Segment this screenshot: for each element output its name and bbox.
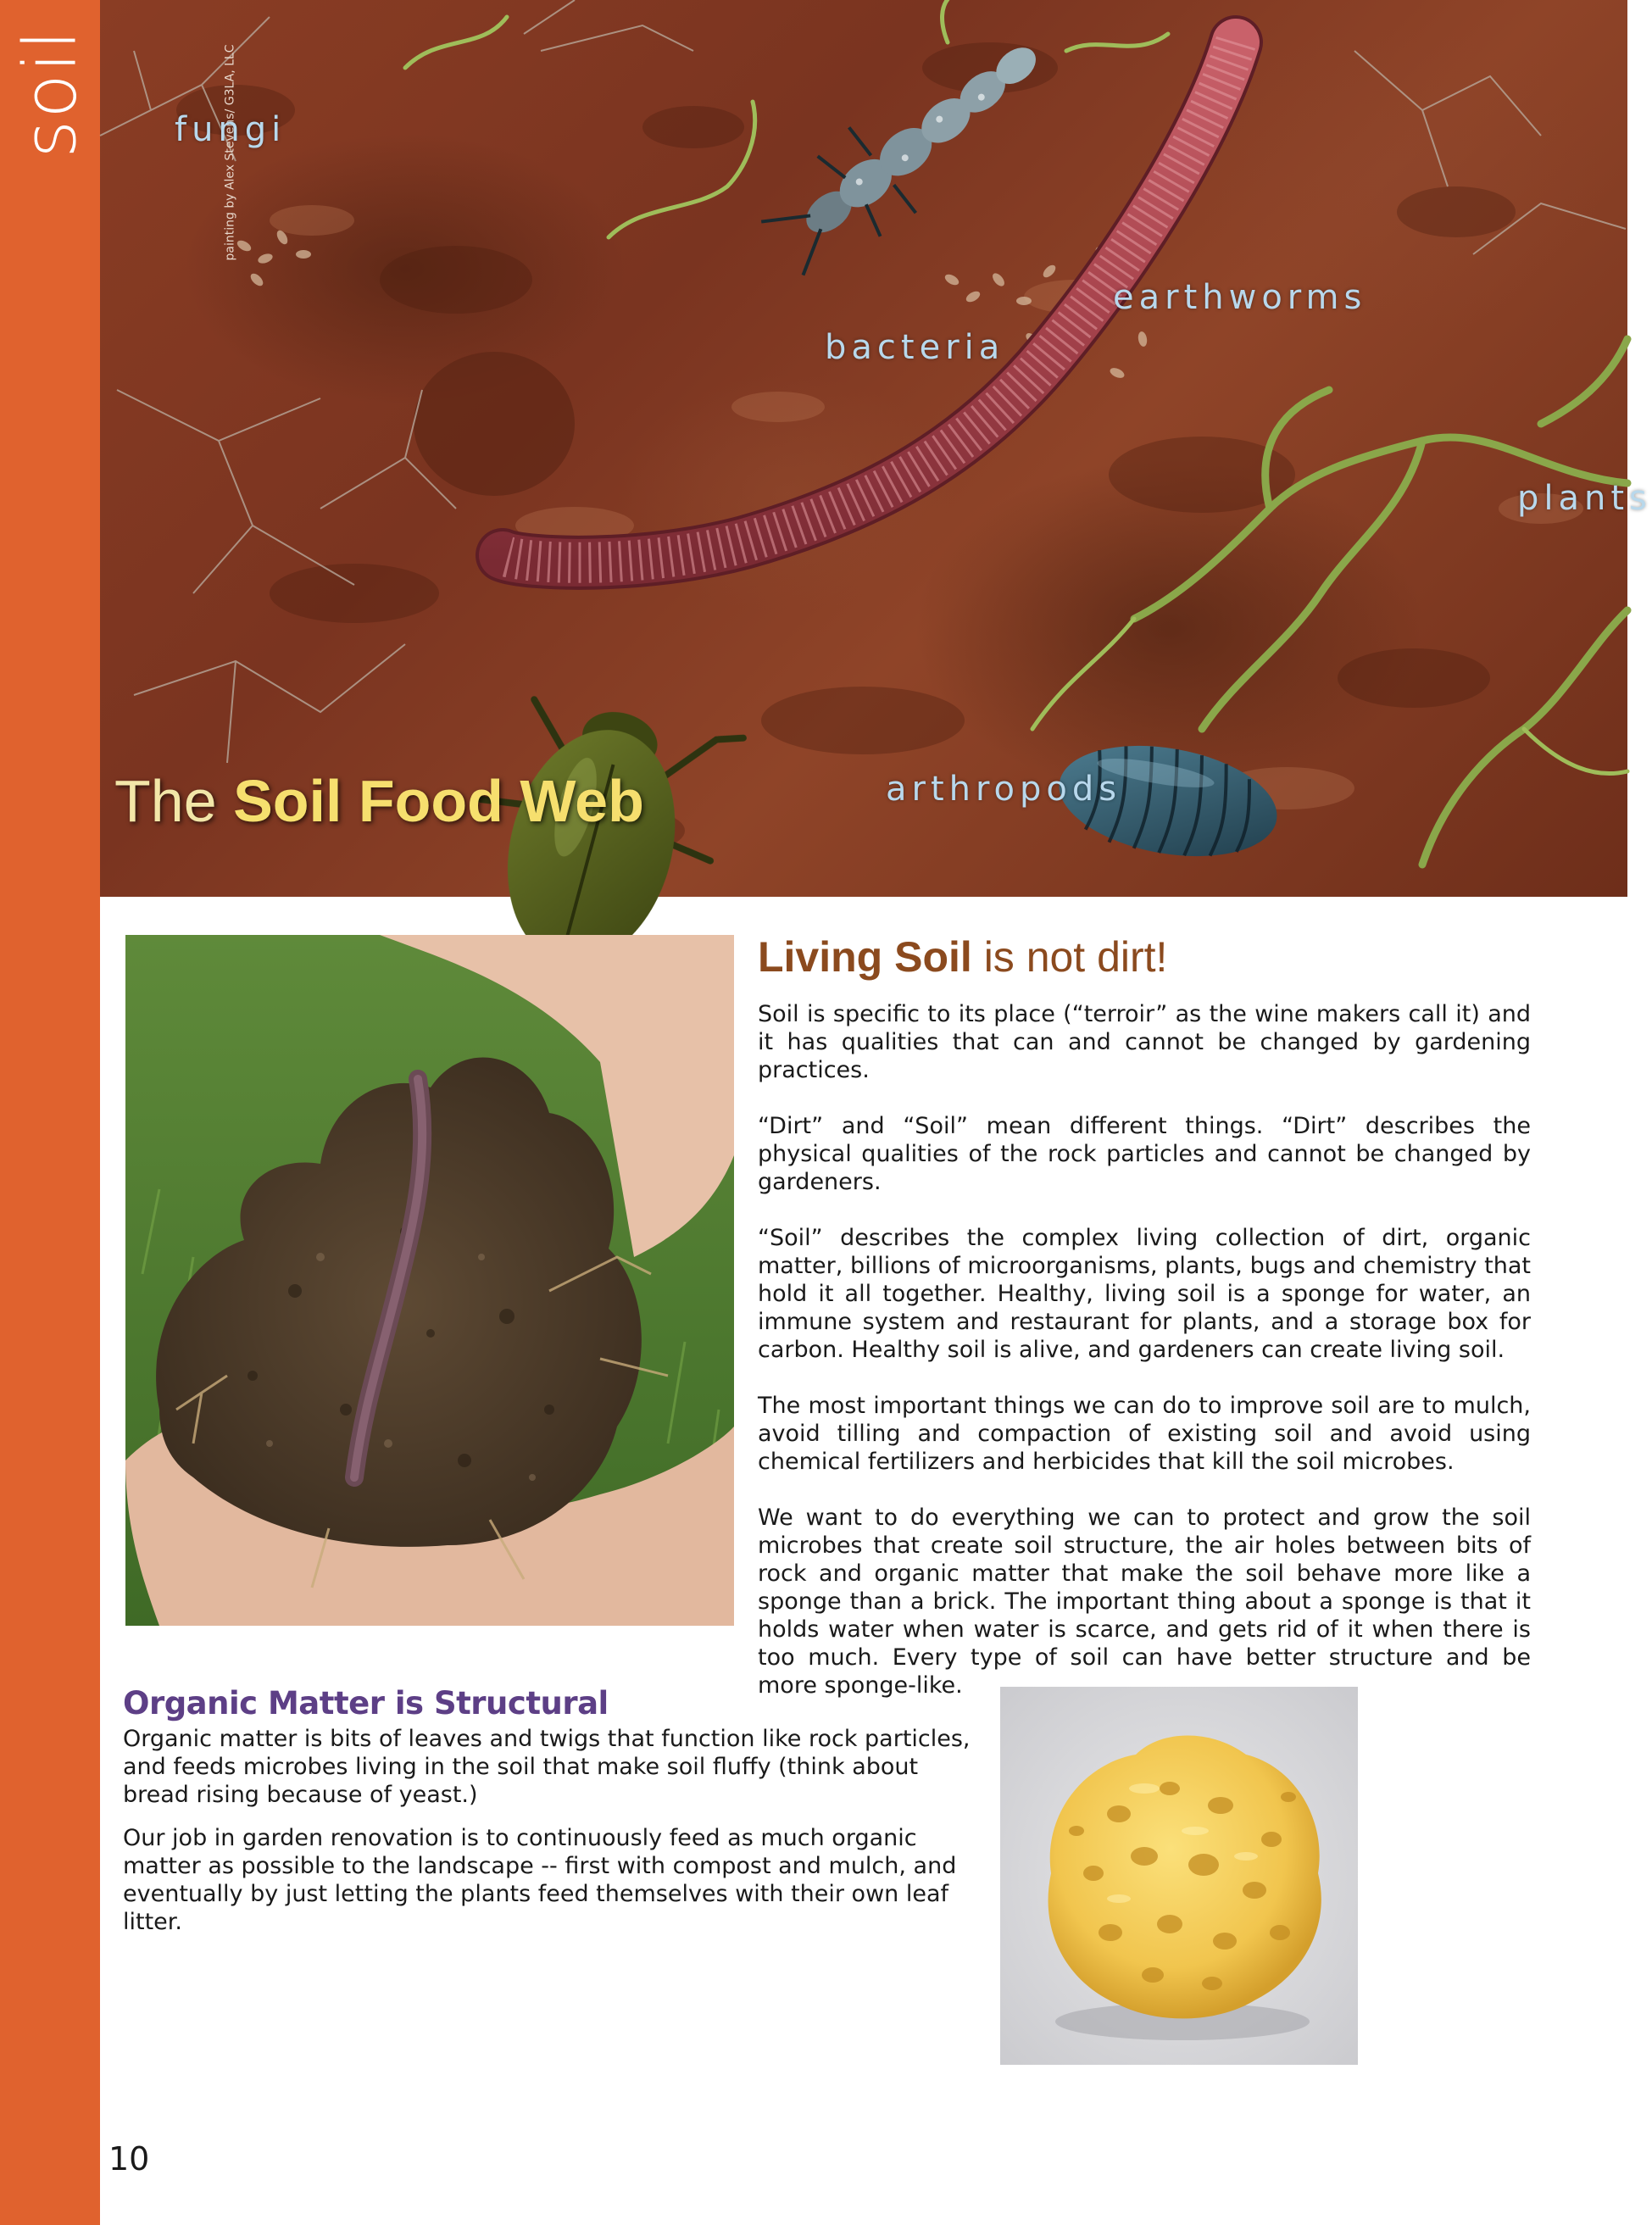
label-plants: plants (1517, 479, 1652, 518)
organic-paragraph: Our job in garden renovation is to continuously feed as much organic matter as possible to the landscape -- first with compost and mulch, and eventually by just letting the plants feed themselves with their own leaf litter. (123, 1825, 957, 1935)
sea-sponge-photo (1000, 1687, 1358, 2065)
living-soil-article (758, 932, 1531, 1727)
hero-title: The Soil Food Web (114, 768, 644, 834)
section-label (8, 25, 93, 161)
article-paragraph: Soil is specific to its place (“terroir” as the wine makers call it) and it has qualities that can and cannot be changed by gardening practices. (758, 1001, 1531, 1083)
organic-heading: Organic Matter is Structural (123, 1685, 609, 1722)
label-earthworms: earthworms (1113, 278, 1367, 317)
label-fungi: fungi (175, 110, 286, 149)
soil-in-hand-photo (125, 935, 734, 1626)
soil-food-web-painting (100, 0, 1627, 897)
article-paragraph: “Dirt” and “Soil” mean different things. “Dirt” describes the physical qualities of the rock particles and cannot be changed by gardeners. (758, 1113, 1531, 1195)
article-paragraph: The most important things we can do to improve soil are to mulch, avoid tilling and compaction of existing soil and avoid using chemical fertilizers and herbicides that kill the soil microbes. (758, 1393, 1531, 1475)
section-label-text: soil (8, 28, 93, 159)
article-paragraph: We want to do everything we can to protect and grow the soil microbes that create soil structure, the air holes between bits of rock and organic matter that make the soil behave more like a sponge than a brick. The important thing about a sponge is that it holds water when water is scarce, and gets rid of it when there is too much. Every type of soil can have better structure and be more sponge-like. (758, 1505, 1531, 1699)
label-arthropods: arthropods (886, 770, 1122, 809)
label-bacteria: bacteria (825, 328, 1005, 367)
organic-matter-section (123, 1685, 971, 1951)
page-number: 10 (108, 2140, 150, 2178)
hero-illustration (100, 0, 1652, 897)
article-heading: Living Soil is not dirt! (758, 933, 1168, 981)
article-paragraph: “Soil” describes the complex living collection of dirt, organic matter, billions of microorganisms, plants, bugs and chemistry that hold it all together. Healthy, living soil is a sponge for water, an immune system and restaurant for plants, and a storage box for carbon. Healthy soil is alive, and gardeners can create living soil. (758, 1225, 1531, 1363)
organic-paragraph: Organic matter is bits of leaves and twigs that function like rock particles, and feeds microbes living in the soil that make soil fluffy (think about bread rising because of yeast.) (123, 1726, 971, 1808)
sidebar (0, 0, 100, 2225)
illustration-credit: painting by Alex Stevens/ G3LA, LLC (223, 44, 236, 261)
